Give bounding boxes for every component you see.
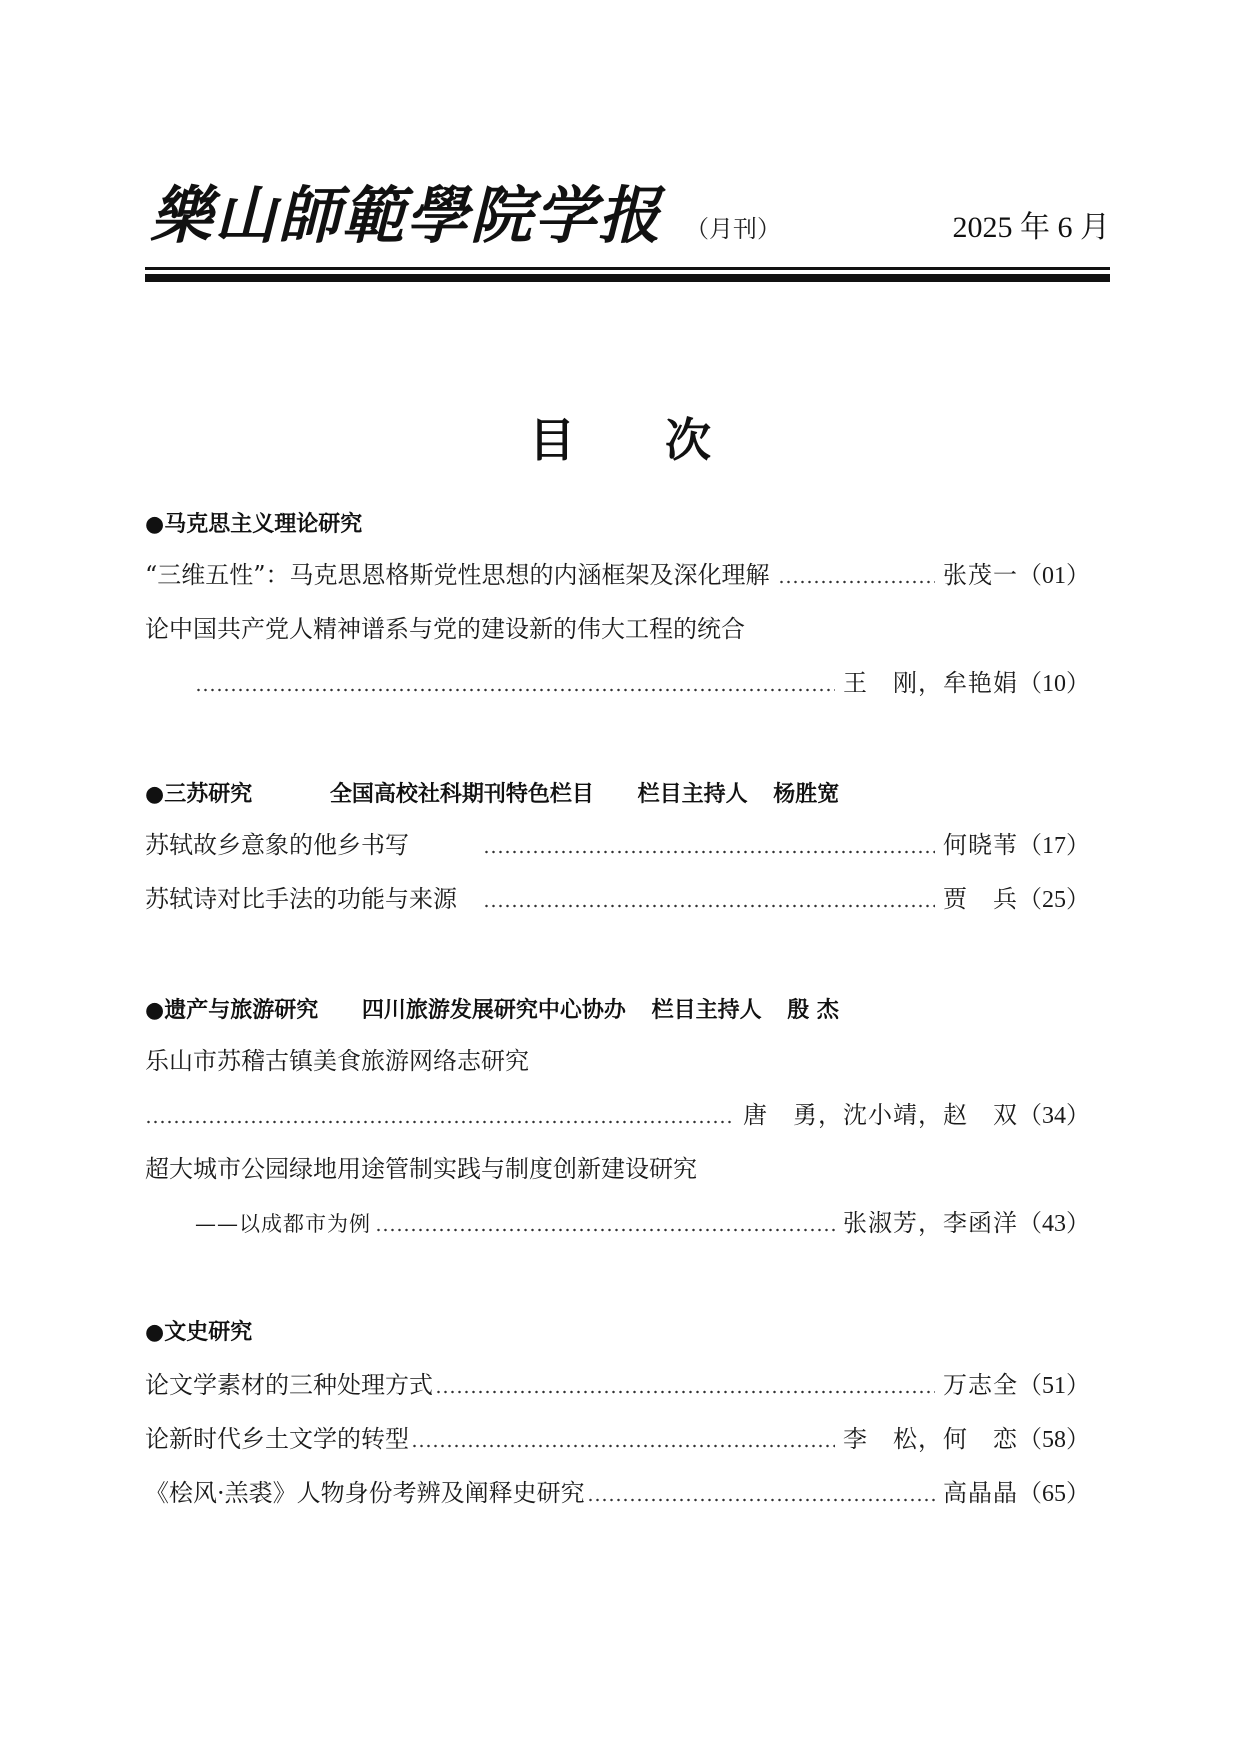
entry-page: （51） <box>1018 1373 1090 1399</box>
entry-title: 乐山市苏稽古镇美食旅游网络志研究 <box>145 1047 529 1075</box>
dot-leader <box>435 1390 935 1394</box>
toc-heading: 目次 <box>529 413 801 467</box>
dot-leader <box>145 1120 735 1124</box>
toc-entry[interactable] <box>145 882 1090 916</box>
section-note: 四川旅游发展研究中心协办 <box>361 998 626 1023</box>
entry-author: 贾 兵 <box>943 885 1018 913</box>
entry-title: 《桧风·羔裘》人物身份考辨及阐释史研究 <box>145 1479 585 1507</box>
entry-title: 论中国共产党人精神谱系与党的建设新的伟大工程的统合 <box>145 615 745 643</box>
section-heading <box>145 1318 252 1348</box>
toc-entry[interactable] <box>145 558 1090 592</box>
journal-frequency: （月刊） <box>685 215 781 243</box>
section-heading <box>145 996 839 1026</box>
header-rule-thin <box>145 267 1110 270</box>
section-name: ●文史研究 <box>145 1320 253 1345</box>
dot-leader <box>483 904 935 908</box>
masthead <box>145 170 1110 290</box>
section-name: ●遗产与旅游研究 <box>145 998 319 1023</box>
section-heading <box>145 510 362 540</box>
toc-entry[interactable] <box>145 1422 1090 1456</box>
entry-title: 苏轼故乡意象的他乡书写 <box>145 831 409 859</box>
issue-date: 2025 年 6 月 <box>952 211 1110 244</box>
entry-title: 论文学素材的三种处理方式 <box>145 1371 433 1399</box>
entry-author: 唐 勇，沈小靖，赵 双 <box>743 1101 1018 1129</box>
section-host: 殷 杰 <box>787 998 839 1023</box>
entry-page: （65） <box>1018 1481 1090 1507</box>
toc-entry[interactable] <box>145 1476 1090 1510</box>
section-heading <box>145 780 839 810</box>
section-host-label: 栏目主持人 <box>651 998 762 1023</box>
entry-author: 万志全 <box>943 1371 1018 1399</box>
entry-page: （34） <box>1018 1103 1090 1129</box>
entry-author: 李 松，何 恋 <box>843 1425 1018 1453</box>
section-name: ●三苏研究 <box>145 782 253 807</box>
section-host-label: 栏目主持人 <box>637 782 748 807</box>
section-host: 杨胜宽 <box>773 782 840 807</box>
toc-entry-continuation[interactable] <box>195 1206 1090 1240</box>
entry-title: 超大城市公园绿地用途管制实践与制度创新建设研究 <box>145 1155 697 1183</box>
entry-author: 王 刚，牟艳娟 <box>843 669 1018 697</box>
toc-entry-continuation[interactable] <box>195 666 1090 700</box>
entry-page: （01） <box>1018 563 1090 589</box>
entry-author: 高晶晶 <box>943 1479 1018 1507</box>
toc-entry[interactable] <box>145 612 1090 646</box>
toc-entry[interactable] <box>145 1152 1090 1186</box>
entry-author: 张茂一 <box>943 561 1018 589</box>
entry-page: （10） <box>1018 671 1090 697</box>
entry-author: 张淑芳，李函洋 <box>843 1209 1018 1237</box>
entry-page: （25） <box>1018 887 1090 913</box>
section-name: ●马克思主义理论研究 <box>145 512 363 537</box>
section-note: 全国高校社科期刊特色栏目 <box>329 782 594 807</box>
toc-entry-continuation[interactable] <box>145 1098 1090 1132</box>
dot-leader <box>483 850 935 854</box>
dot-leader <box>375 1228 835 1232</box>
dot-leader <box>195 688 835 692</box>
toc-entry[interactable] <box>145 828 1090 862</box>
entry-page: （58） <box>1018 1427 1090 1453</box>
dot-leader <box>411 1444 835 1448</box>
entry-author: 何晓苇 <box>943 831 1018 859</box>
entry-page: （17） <box>1018 833 1090 859</box>
dot-leader <box>778 580 935 584</box>
entry-title: “三维五性”：马克思恩格斯党性思想的内涵框架及深化理解 <box>145 561 770 589</box>
entry-subtitle: ——以成都市为例 <box>195 1212 371 1236</box>
toc-entry[interactable] <box>145 1044 1090 1078</box>
entry-title: 论新时代乡土文学的转型 <box>145 1425 409 1453</box>
dot-leader <box>587 1498 935 1502</box>
header-rule-thick <box>145 274 1110 282</box>
toc-entry[interactable] <box>145 1368 1090 1402</box>
journal-title: 樂山師範學院学报 <box>150 179 663 252</box>
entry-page: （43） <box>1018 1211 1090 1237</box>
entry-title: 苏轼诗对比手法的功能与来源 <box>145 885 457 913</box>
